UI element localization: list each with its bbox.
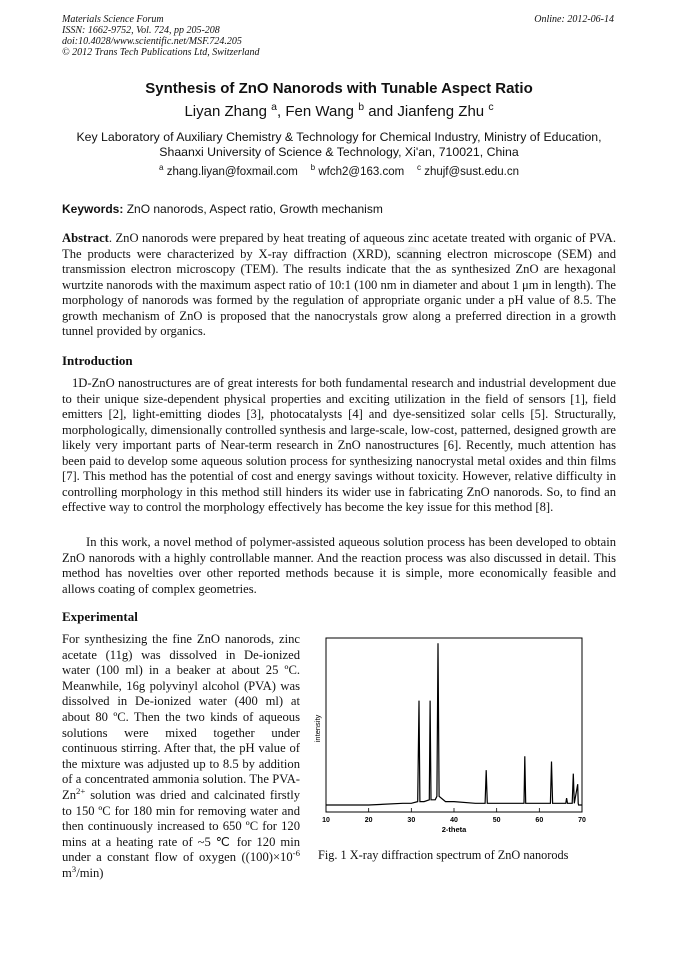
author-sup: c [488, 101, 494, 113]
charge-sup: 2+ [76, 785, 86, 796]
x-tick-label: 50 [492, 817, 501, 824]
paper-title: Synthesis of ZnO Nanorods with Tunable Aspect Ratio [145, 80, 533, 97]
email-list [0, 163, 678, 178]
online-date: Online: 2012-06-14 [534, 14, 614, 25]
experimental-text-part: solution was dried and calcinated firstly to 150 ºC for 180 min for removing water and then continuously increased to 650 ºC for 120 mins at a heating rate of ~5 ℃ for 120 min under a constant flow of oxygen ((100)×10 [62, 787, 300, 865]
figure-caption: Fig. 1 X-ray diffraction spectrum of ZnO nanorods [318, 848, 569, 862]
exponent-sup: -6 [292, 848, 300, 859]
email-sup: a [159, 163, 164, 173]
author-name: Jianfeng Zhu [397, 103, 485, 120]
experimental-text-part: m [62, 865, 72, 880]
x-tick-label: 40 [450, 817, 458, 824]
keywords-text: ZnO nanorods, Aspect ratio, Growth mechanism [126, 202, 383, 216]
email-sup: c [416, 163, 421, 173]
section-heading-experimental: Experimental [62, 609, 138, 624]
watermark: • [389, 219, 432, 290]
x-tick-label: 10 [322, 817, 330, 824]
abstract [62, 231, 616, 340]
keywords-label: Keywords: [62, 202, 124, 216]
journal-header [62, 14, 260, 58]
copyright: © 2012 Trans Tech Publications Ltd, Switzerland [62, 47, 260, 58]
x-tick-label: 30 [407, 817, 416, 824]
affiliation-line: Shaanxi University of Science & Technology, Xi'an, 710021, China [159, 145, 519, 159]
issn: ISSN: 1662-9752, Vol. 724, pp 205-208 [62, 25, 220, 36]
author-sup: a [271, 101, 278, 113]
x-axis-label: 2-theta [441, 825, 467, 834]
author-name: Fen Wang [285, 103, 355, 120]
x-tick-label: 70 [578, 817, 586, 824]
intro-paragraph: In this work, a novel method of polymer-assisted aqueous solution process has been developed to obtain ZnO nanorods with a highly controllable manner. And the reaction process was also discussed in detail. This method has novelties over other reported methods because it is simple, more economically feasible and allows coating of complex geometries. [62, 535, 616, 596]
abstract-label: Abstract [62, 231, 109, 245]
intro-paragraph: 1D-ZnO nanostructures are of great interests for both fundamental research and industrial development due to their unique size-dependent physical properties and exciting utilization in the field of sensors [1], field emitters [2], light-emitting diodes [3], photocatalysts [4] and dye-sensitized solar cells [5]. Structurally, morphologically, dimensionally controlled synthesis and large-scale, low-cost, patterned, designed growth are likely very important parts of Near-term research in ZnO nanostructures [6]. Recently, much attention has been paid to develop some aqueous solution process for synthesizing nanocrystal metal oxides and thin films [7]. This method has the potential of cost and energy savings without toxicity. However, relative difficulty in controlling morphology in this method still hinders its wider use in fabricating ZnO nanorods. So, to find an effective way to control the morphology effectively has become the key issue for this method [8]. [62, 376, 616, 514]
author-separator: , [277, 103, 286, 120]
plot-frame [326, 638, 582, 812]
x-tick-label: 20 [364, 817, 373, 824]
section-heading-introduction: Introduction [62, 353, 133, 368]
xrd-figure [308, 634, 614, 844]
affiliation-line: Key Laboratory of Auxiliary Chemistry & Technology for Chemical Industry, Ministry of Education, [76, 130, 602, 144]
journal-name: Materials Science Forum [62, 14, 164, 25]
keywords [62, 202, 383, 216]
affiliation [62, 130, 616, 160]
author-name: Liyan Zhang [184, 103, 267, 120]
experimental-text [62, 632, 300, 882]
y-axis-label: intensity [313, 714, 322, 743]
email-link[interactable]: zhujf@sust.edu.cn [424, 166, 519, 178]
exponent-sup: 3 [71, 863, 77, 874]
email-link[interactable]: zhang.liyan@foxmail.com [166, 166, 298, 178]
doi: doi:10.4028/www.scientific.net/MSF.724.205 [62, 36, 242, 47]
xrd-chart [308, 634, 614, 844]
author-separator: and [364, 103, 398, 120]
author-sup: b [358, 101, 365, 113]
experimental-text-part: /min) [76, 865, 104, 880]
author-list [0, 103, 678, 120]
xrd-series-line [326, 643, 582, 805]
email-sup: b [310, 163, 316, 173]
x-tick-label: 60 [535, 817, 544, 824]
email-link[interactable]: wfch2@163.com [318, 166, 405, 178]
experimental-text-part: For synthesizing the fine ZnO nanorods, zinc acetate (11g) was dissolved in De-ionized water (100 ml) in a beaker at about 25 ºC. Meanwhile, 16g polyvinyl alcohol (PVA) was dissolved in De-ionized water (400 ml) at about 80 ºC. Then the two kinds of aqueous solutions were mixed together under continuous stirring. After that, the pH value of the mixture was adjusted up to 8.5 by addition of a concentrated ammonia solution. The PVA-Zn [62, 632, 300, 802]
abstract-text: . ZnO nanorods were prepared by heat treating of aqueous zinc acetate treated with organic of PVA. The products were characterized by X-ray diffraction (XRD), scanning electron microscope (SEM) and transmission electron microscopy (TEM). The results indicate that the as synthesized ZnO are hexagonal wurtzite nanorods with the maximum aspect ratio of 10:1 (100 nm in diameter and about 1 μm in length). The morphology of nanorods was formed by the regulation of appropriate organic under a pH value of 8.5. The growth mechanism of ZnO is proposed that the nanocrystals grow along a preferred direction in a growth tunnel provided by organics. [62, 231, 616, 338]
